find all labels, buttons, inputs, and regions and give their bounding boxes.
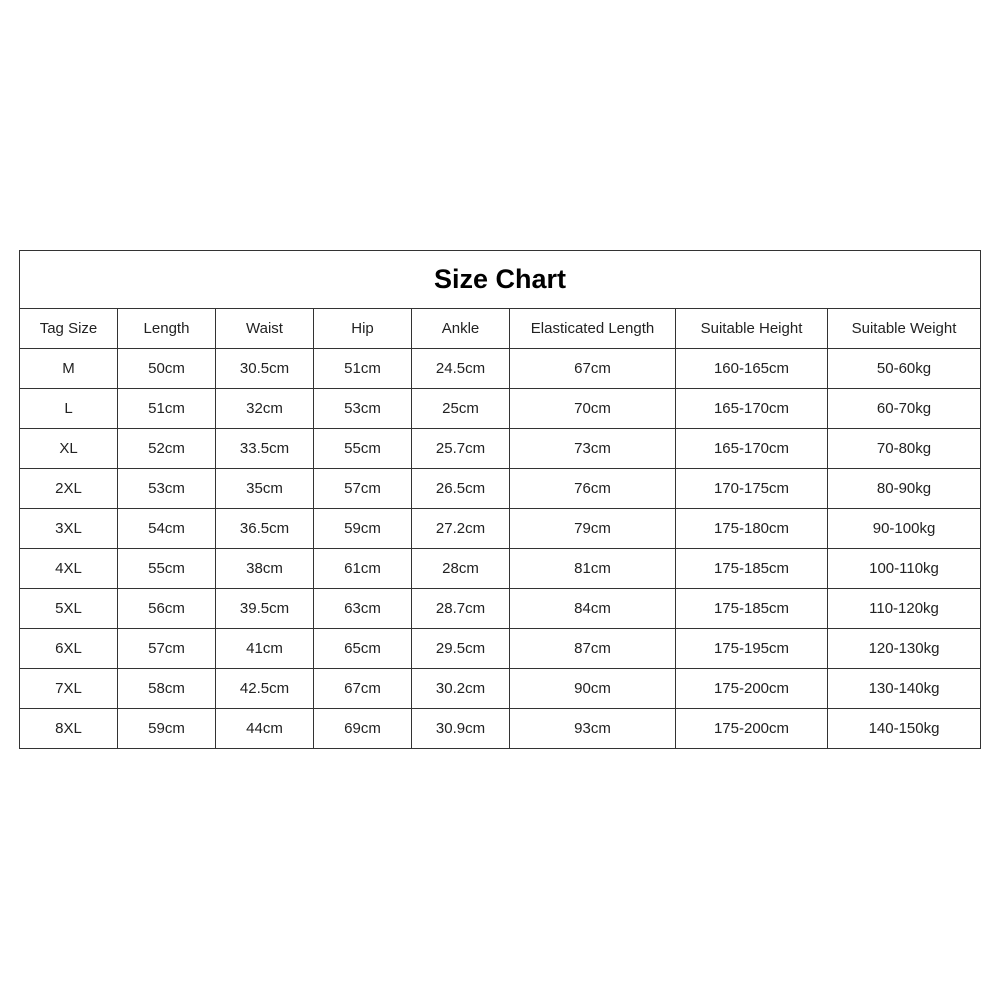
cell-length: 59cm <box>118 709 216 749</box>
header-ankle: Ankle <box>412 309 510 349</box>
cell-elasticated-length: 84cm <box>510 589 676 629</box>
cell-ankle: 30.2cm <box>412 669 510 709</box>
cell-waist: 32cm <box>216 389 314 429</box>
cell-ankle: 30.9cm <box>412 709 510 749</box>
cell-suitable-height: 170-175cm <box>676 469 828 509</box>
cell-ankle: 25.7cm <box>412 429 510 469</box>
cell-waist: 42.5cm <box>216 669 314 709</box>
table-row <box>20 429 981 469</box>
cell-elasticated-length: 73cm <box>510 429 676 469</box>
cell-suitable-weight: 60-70kg <box>828 389 981 429</box>
cell-suitable-weight: 50-60kg <box>828 349 981 389</box>
cell-suitable-weight: 100-110kg <box>828 549 981 589</box>
cell-waist: 38cm <box>216 549 314 589</box>
header-suitable-height: Suitable Height <box>676 309 828 349</box>
cell-length: 55cm <box>118 549 216 589</box>
cell-waist: 35cm <box>216 469 314 509</box>
cell-ankle: 27.2cm <box>412 509 510 549</box>
cell-ankle: 26.5cm <box>412 469 510 509</box>
cell-suitable-weight: 140-150kg <box>828 709 981 749</box>
header-elasticated-length: Elasticated Length <box>510 309 676 349</box>
cell-suitable-weight: 90-100kg <box>828 509 981 549</box>
cell-ankle: 29.5cm <box>412 629 510 669</box>
table-row <box>20 509 981 549</box>
cell-ankle: 24.5cm <box>412 349 510 389</box>
cell-suitable-height: 175-185cm <box>676 549 828 589</box>
table-row <box>20 589 981 629</box>
cell-elasticated-length: 81cm <box>510 549 676 589</box>
header-length: Length <box>118 309 216 349</box>
table-row <box>20 549 981 589</box>
cell-elasticated-length: 93cm <box>510 709 676 749</box>
cell-suitable-height: 160-165cm <box>676 349 828 389</box>
cell-tag-size: 3XL <box>20 509 118 549</box>
cell-ankle: 28.7cm <box>412 589 510 629</box>
cell-suitable-height: 165-170cm <box>676 429 828 469</box>
table-row <box>20 389 981 429</box>
cell-length: 58cm <box>118 669 216 709</box>
cell-tag-size: XL <box>20 429 118 469</box>
cell-hip: 51cm <box>314 349 412 389</box>
table-row <box>20 629 981 669</box>
title-row <box>20 251 981 309</box>
cell-suitable-weight: 120-130kg <box>828 629 981 669</box>
cell-ankle: 28cm <box>412 549 510 589</box>
cell-tag-size: 7XL <box>20 669 118 709</box>
cell-tag-size: 4XL <box>20 549 118 589</box>
cell-length: 53cm <box>118 469 216 509</box>
cell-elasticated-length: 76cm <box>510 469 676 509</box>
table-row <box>20 349 981 389</box>
header-row <box>20 309 981 349</box>
cell-tag-size: 8XL <box>20 709 118 749</box>
cell-suitable-weight: 110-120kg <box>828 589 981 629</box>
cell-waist: 33.5cm <box>216 429 314 469</box>
cell-elasticated-length: 90cm <box>510 669 676 709</box>
cell-length: 52cm <box>118 429 216 469</box>
cell-tag-size: M <box>20 349 118 389</box>
cell-suitable-height: 175-180cm <box>676 509 828 549</box>
cell-suitable-weight: 70-80kg <box>828 429 981 469</box>
cell-tag-size: 6XL <box>20 629 118 669</box>
cell-hip: 63cm <box>314 589 412 629</box>
cell-waist: 30.5cm <box>216 349 314 389</box>
cell-suitable-height: 165-170cm <box>676 389 828 429</box>
cell-ankle: 25cm <box>412 389 510 429</box>
table-body <box>20 349 981 749</box>
cell-length: 57cm <box>118 629 216 669</box>
cell-hip: 67cm <box>314 669 412 709</box>
header-waist: Waist <box>216 309 314 349</box>
cell-hip: 61cm <box>314 549 412 589</box>
cell-hip: 55cm <box>314 429 412 469</box>
cell-elasticated-length: 70cm <box>510 389 676 429</box>
cell-tag-size: 5XL <box>20 589 118 629</box>
size-chart-table <box>19 250 981 749</box>
cell-hip: 53cm <box>314 389 412 429</box>
cell-length: 51cm <box>118 389 216 429</box>
header-hip: Hip <box>314 309 412 349</box>
table-row <box>20 469 981 509</box>
cell-suitable-height: 175-200cm <box>676 669 828 709</box>
table-row <box>20 709 981 749</box>
cell-length: 56cm <box>118 589 216 629</box>
cell-waist: 41cm <box>216 629 314 669</box>
cell-suitable-weight: 80-90kg <box>828 469 981 509</box>
header-suitable-weight: Suitable Weight <box>828 309 981 349</box>
cell-length: 54cm <box>118 509 216 549</box>
cell-hip: 65cm <box>314 629 412 669</box>
cell-tag-size: 2XL <box>20 469 118 509</box>
cell-waist: 39.5cm <box>216 589 314 629</box>
cell-waist: 36.5cm <box>216 509 314 549</box>
cell-elasticated-length: 87cm <box>510 629 676 669</box>
table-row <box>20 669 981 709</box>
header-tag-size: Tag Size <box>20 309 118 349</box>
cell-length: 50cm <box>118 349 216 389</box>
cell-elasticated-length: 67cm <box>510 349 676 389</box>
cell-hip: 59cm <box>314 509 412 549</box>
cell-suitable-height: 175-195cm <box>676 629 828 669</box>
cell-suitable-weight: 130-140kg <box>828 669 981 709</box>
cell-suitable-height: 175-185cm <box>676 589 828 629</box>
cell-tag-size: L <box>20 389 118 429</box>
chart-title: Size Chart <box>20 251 981 309</box>
cell-elasticated-length: 79cm <box>510 509 676 549</box>
cell-hip: 69cm <box>314 709 412 749</box>
cell-waist: 44cm <box>216 709 314 749</box>
cell-suitable-height: 175-200cm <box>676 709 828 749</box>
cell-hip: 57cm <box>314 469 412 509</box>
